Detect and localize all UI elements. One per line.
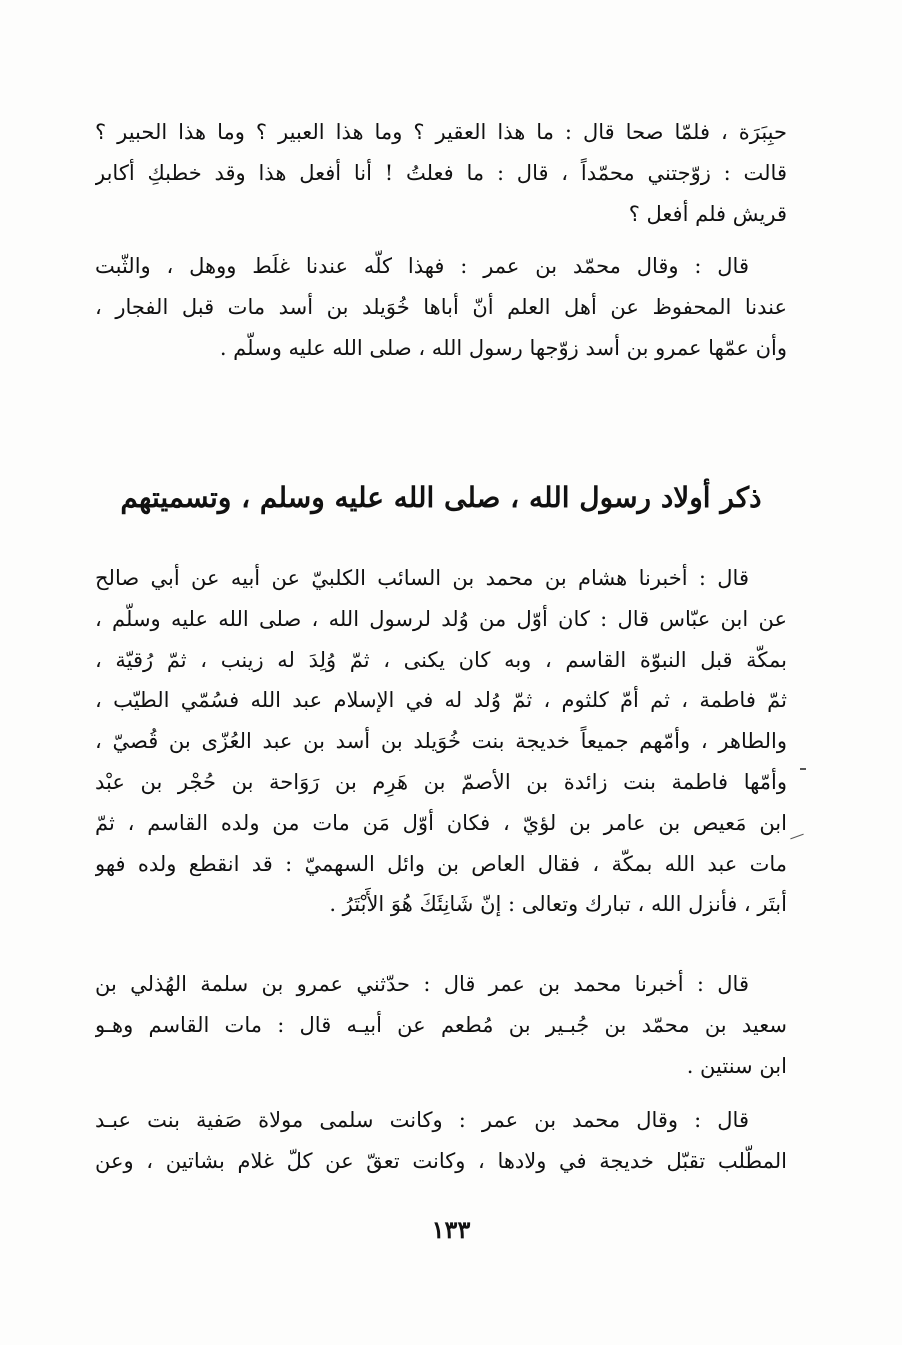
paragraph-sad	[95, 964, 787, 1086]
text-line: عن ابن عبّاس قال : كان أوّل من وُلد لرسول الله ، صلى الله عليه وسلّم ،	[95, 606, 787, 631]
text-line: حبِبَرَة ، فلمّا صحا قال : ما هذا العقير ؟ وما هذا العبير ؟ وما هذا الحبير ؟	[95, 120, 787, 144]
print-speck	[800, 768, 806, 770]
text-line: قالت : زوّجتني محمّداً ، قال : ما فعلتُ ! أنا أفعل هذا وقد خطبكِ أكابر	[95, 160, 787, 185]
text-line: أبتَر ، فأنزل الله ، تبارك وتعالى : إنّ شَانِئَكَ هُوَ الأَبْتَرُ .	[329, 892, 787, 917]
text-line: وأمّها فاطمة بنت زائدة بن الأصمّ بن هَرِم بن رَوَاحة بن حُجْر بن عبْد	[95, 769, 787, 794]
text-line: ابن سنتين .	[686, 1053, 787, 1078]
text-line: والطاهر ، وأمّهم جميعاً خديجة بنت خُوَيلد بن أسد بن عبد العُزّى بن قُصيّ ،	[95, 729, 787, 754]
text-line: عندنا المحفوظ عن أهل العلم أنّ أباها خُوَيلد بن أسد مات قبل الفجار ،	[95, 294, 787, 319]
page-number: ١٣٣	[431, 1215, 471, 1244]
paragraph-hisham	[95, 558, 787, 925]
text-line: بمكّة قبل النبوّة القاسم ، وبه كان يكنى ، ثمّ وُلِدَ له زينب ، ثمّ رُقيّة ،	[95, 647, 787, 672]
text-line: قريش فلم أفعل ؟	[628, 201, 787, 226]
paragraph-salma	[95, 1100, 787, 1182]
text-line: قال : أخبرنا هشام بن محمد بن السائب الكلبيّ عن أبيه عن أبي صالح	[95, 566, 749, 590]
text-line: مات عبد الله بمكّة ، فقال العاص بن وائل السهميّ : قد انقطع ولده فهو	[95, 851, 787, 876]
text-line: المطّلب تقبّل خديجة في ولادها ، وكانت تعقّ عن كلّ غلام بشاتين ، وعن	[95, 1148, 787, 1173]
paragraph-intro	[95, 112, 787, 234]
text-line: ابن مَعيص بن عامر بن لؤيّ ، فكان أوّل مَن مات من ولده القاسم ، ثمّ	[95, 810, 787, 835]
section-heading: ذكر أولاد رسول الله ، صلى الله عليه وسلم ، وتسميتهم	[120, 481, 762, 514]
paragraph-waqidi	[95, 246, 787, 368]
text-line: ثمّ فاطمة ، ثم أمّ كلثوم ، ثمّ وُلد له في الإسلام عبد الله فسُمّي الطيّب ،	[95, 688, 787, 713]
text-line: وأن عمّها عمرو بن أسد زوّجها رسول الله ، صلى الله عليه وسلّم .	[219, 335, 787, 360]
text-line: سعيد بن محمّد بن جُبـير بن مُطعم عن أبيـه قال : مات القاسم وهـو	[95, 1012, 787, 1037]
text-line: قال : أخبرنا محمد بن عمر قال : حدّثني عمرو بن سلمة الهُذلي بن	[95, 972, 749, 996]
print-speck	[790, 834, 803, 840]
text-line: قال : وقال محمّد بن عمر : فهذا كلّه عندنا غلَط ووهل ، والثّبت	[95, 254, 749, 278]
text-line: قال : وقال محمد بن عمر : وكانت سلمى مولاة صَفية بنت عبـد	[95, 1108, 749, 1132]
